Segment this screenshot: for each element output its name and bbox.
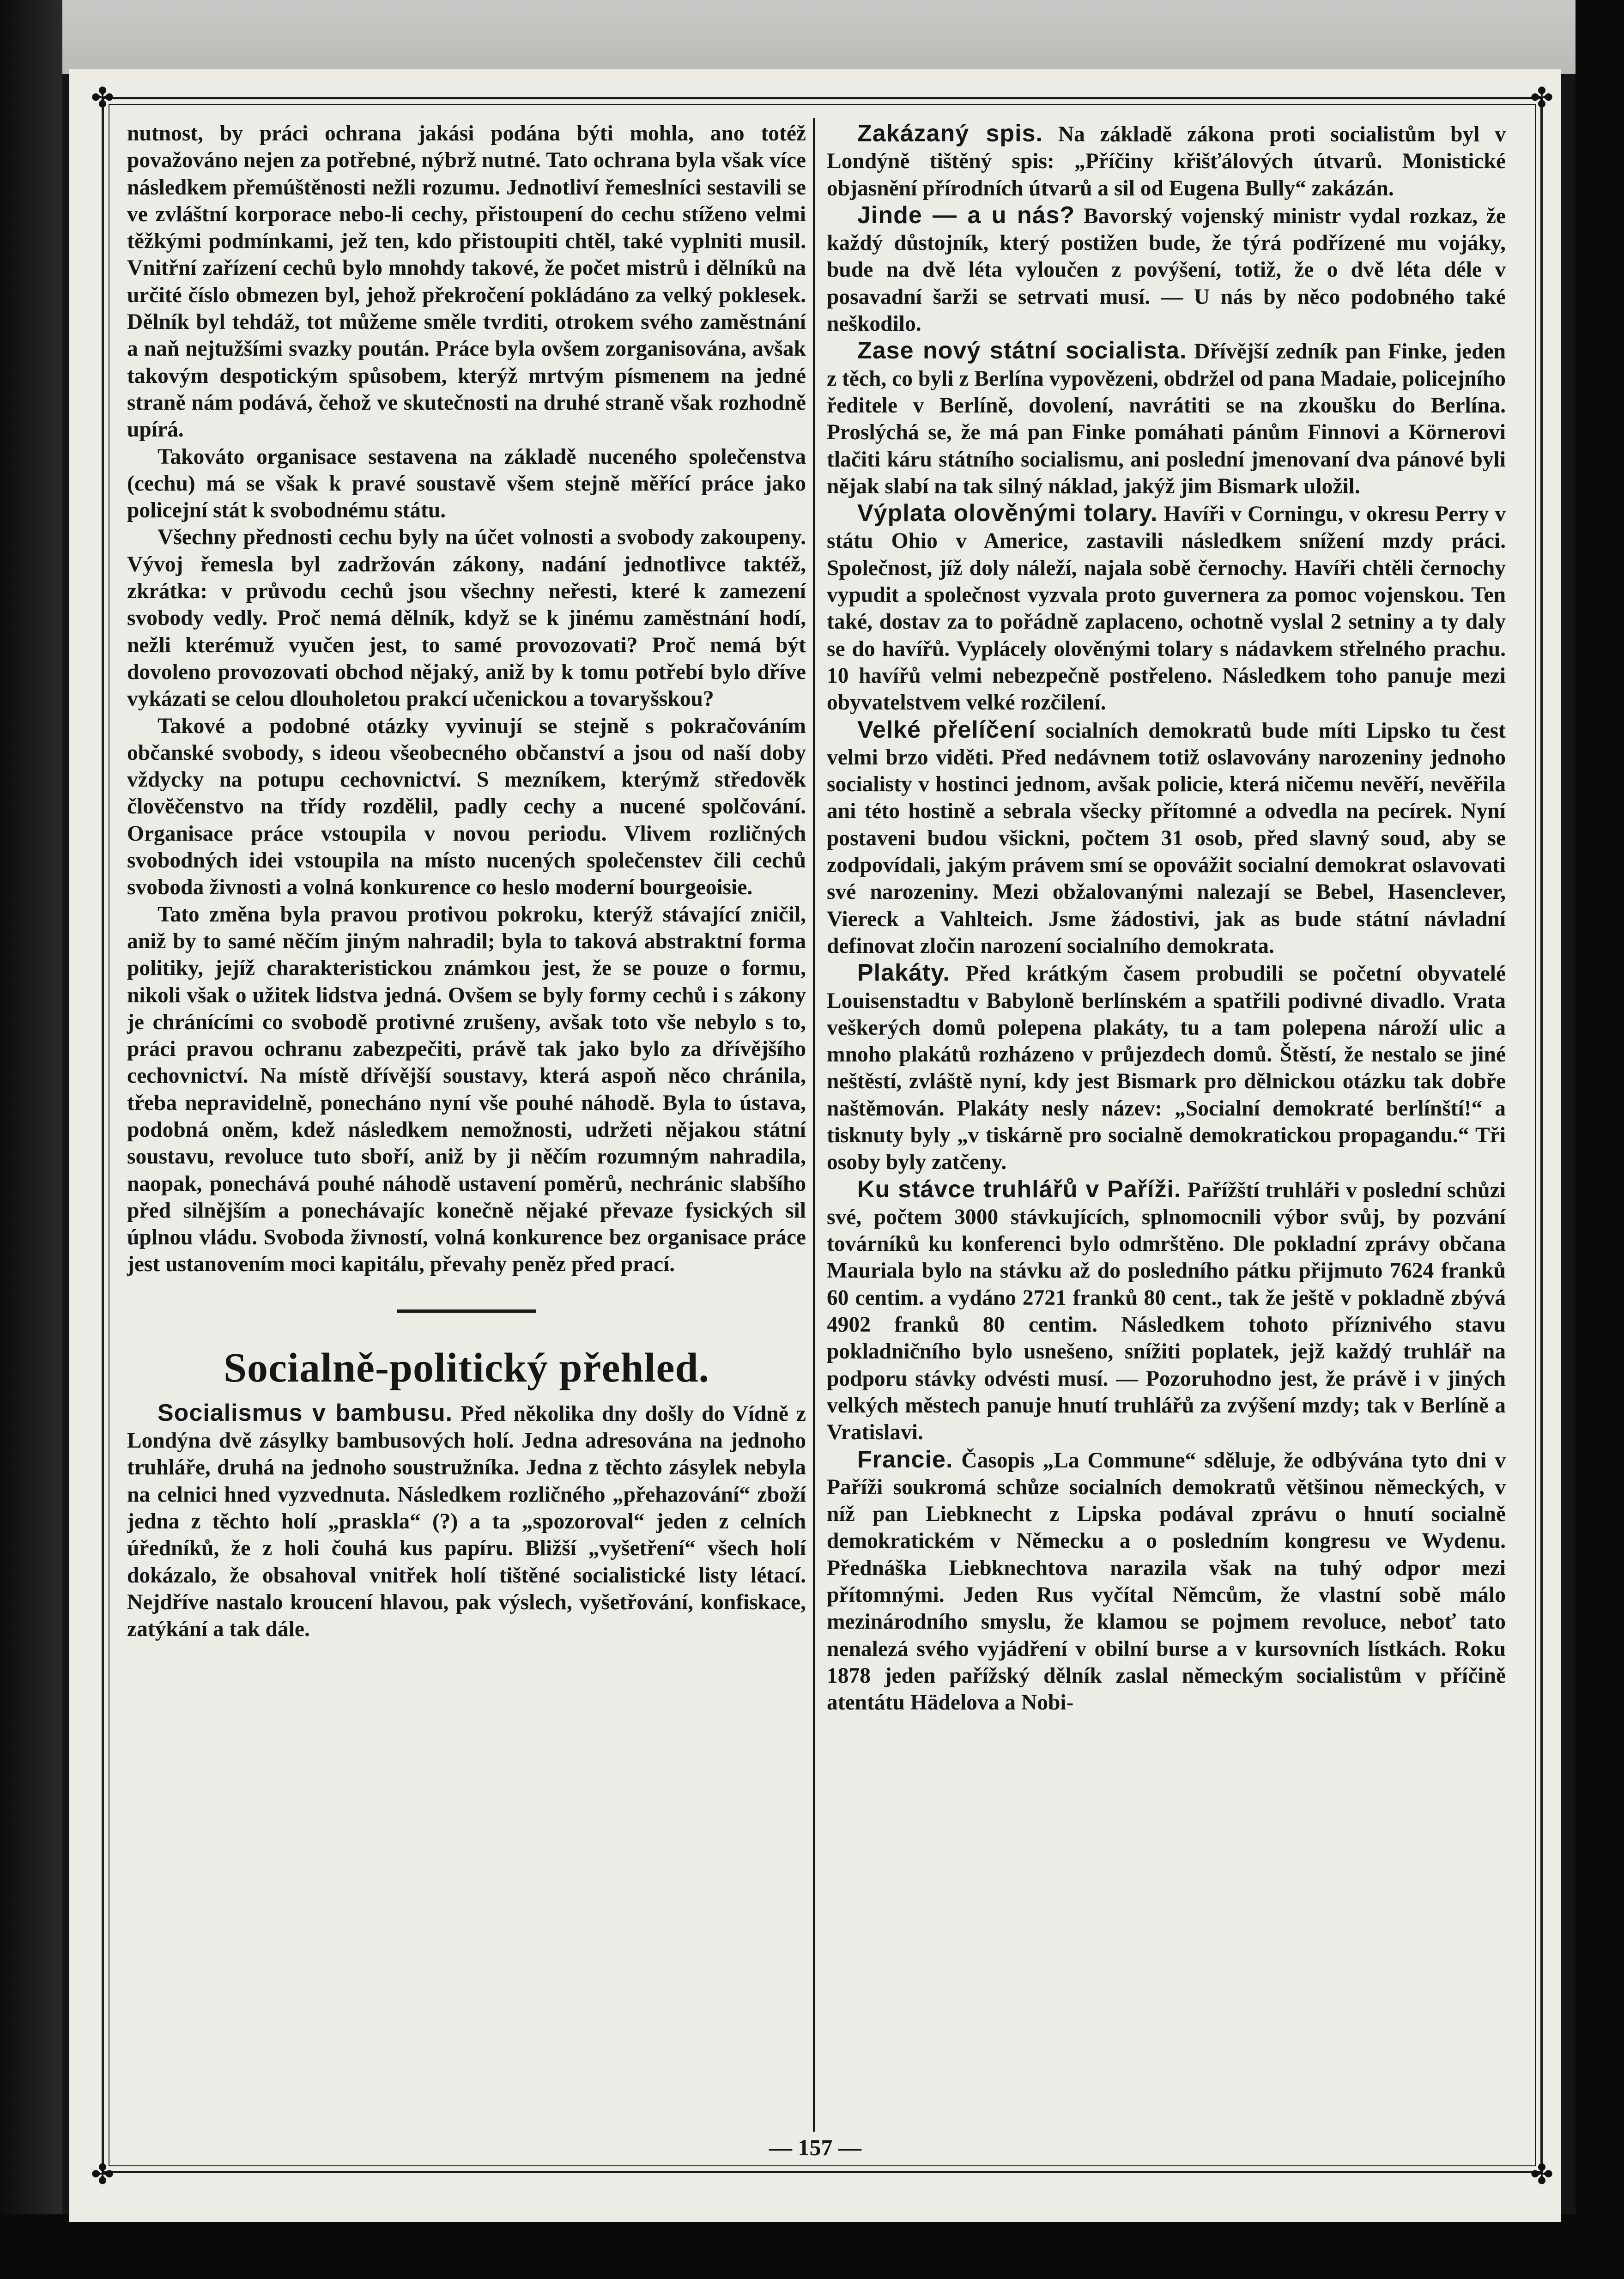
section-rule [397,1309,536,1313]
scan-edge-left [0,0,62,2279]
news-item [827,120,1506,202]
article-paragraph: Všechny přednosti cechu byly na účet volnosti a svobody zakoupeny. Vývoj řemesla byl zadržován zákony, nadání jednotlivce taktéž, zkrátka: v průvodu cechů jsou všechny neřesti, které k zamezení svobody vedly. Proč nemá dělník, když se k jinému zaměstnání hodí, nežli kterémuž vyučen jest, to samé provozovati? Proč nemá být dovoleno provozovati obchod nějaký, aniž by k tomu potřebí bylo dříve vykázati se celou dlouholetou prakcí učenickou a tovaryšskou? [127,525,806,711]
scan-edge-top [0,0,1624,74]
page-number: — 157 — [769,2134,861,2160]
news-item-heading: Francie. [857,1446,953,1473]
news-item-heading: Socialismus v bambusu. [158,1399,453,1426]
news-item-text: Pařížští truhláři v poslední schůzi své, počtem 3000 stávkujících, splnomocnili výbor svůj, by pozvání továrníků ku konferenci bylo odmrštěno. Dle pokladní zprávy občana Mauriala bylo na stávku až do posledního pátku přijmuto 7624 franků 60 centim. a vydáno 2721 franků 80 cent., tak že ještě v pokladně zbývá 4902 franků 80 centim. Následkem tohoto příznivého stavu pokladničního bylo usnešeno, snížiti poplatek, jejž každý truhlář na podporu stávky odvésti musí. — Pozoruhodno jest, že právě i v jiných velkých městech panuje hnutí truhlářů za zvýšení mzdy; tak v Berlíně a Vratislavi. [827,1178,1506,1445]
news-item-heading: Zase nový státní socialista. [857,337,1187,364]
newspaper-page [69,69,1561,2222]
news-item-heading: Velké přelíčení [857,716,1036,743]
news-item [827,716,1506,960]
news-item-text: Před několika dny došly do Vídně z Londýna dvě zásylky bambusových holí. Jedna adresována na jednoho truhláře, druhá na jednoho soustružníka. Jedna z těchto zásylek nebyla na celnici hned vyzvednuta. Následkem rozličného „přehazování“ zboží jedna z těchto holí „praskla“ (?) a ta „spozoroval“ jeden z celních úředníků, že z holi čouhá kus papíru. Bližší „vyšetření“ všech holí dokázalo, že obsahoval vnitřek holí tištěné socialistické listy létací. Nejdříve nastalo kroucení hlavou, pak výslech, vyšetřování, konfiskace, zatýkání a tak dále. [127,1401,806,1642]
news-item [827,1446,1506,1716]
news-item [827,500,1506,716]
news-item [127,1400,806,1643]
news-item [827,1176,1506,1446]
article-paragraph: Takováto organisace sestavena na základě nuceného společenstva (cechu) má se však k pravé soustavě všem stejně měřící práce jako policejní stát k svobodnému státu. [127,444,806,523]
news-item-heading: Zakázaný spis. [857,120,1043,147]
news-item-text: Časopis „La Commune“ sděluje, že odbývána tyto dni v Paříži soukromá schůze socialních demokratů většinou německých, v níž pan Liebknecht z Lipska podával zprávu o hnutí socialně demokratickém v Německu a o posledním kongresu ve Wydenu. Přednáška Liebknechtova narazila však na tuhý odpor mezi přítomnými. Jeden Rus vyčítal Němcům, že vlastní sobě málo mezinárodního smyslu, že klamou se pojmem revoluce, neboť tato nenalezá svého vyjádření v obilní burse a v kursovních lístkách. Roku 1878 jeden pařížský dělník zaslal německým socialistům v příčině atentátu Hädelova a Nobi- [827,1448,1506,1715]
corner-ornament-icon: ✤ [1530,82,1554,114]
news-item-text: Před krátkým časem probudili se početní obyvatelé Louisenstadtu v Babyloně berlínském a spatřili podivné divadlo. Vrata veškerých domů polepena plakáty, tu a tam polepena nároží ulic a mnoho plakátů rozházeno v průjezdech domů. Štěstí, že nestalo se jiné neštěstí, zvláště nyní, kdy jest Bismark pro dělnickou otázku tak dobře naštěmován. Plakáty nesly název: „Socialní demokraté berlínští!“ a tisknuty byly „v tiskárně pro socialně demokratickou propagandu.“ Tři osoby byly zatčeny. [827,962,1506,1175]
news-item-text: Na základě zákona proti socialistům byl v Londýně tištěný spis: „Příčiny křišťálových útvarů. Monistické objasnění přírodních útvarů a sil od Eugena Bully“ zakázán. [827,122,1506,200]
news-item-heading: Ku stávce truhlářů v Paříži. [857,1176,1182,1203]
column-divider [813,118,815,2132]
right-column [827,120,1506,1716]
news-item [827,202,1506,337]
news-item-heading: Plakáty. [857,959,950,987]
news-item [827,959,1506,1176]
news-item-text: Bavorský vojenský ministr vydal rozkaz, že každý důstojník, který postižen bude, že týrá podřízené mu vojáky, bude na dvě léta vyloučen z povýšení, totiž, že o dvě léta déle v posavadní šarži se setrvati musí. — U nás by něco podobného také neškodilo. [827,204,1506,336]
corner-ornament-icon: ✤ [91,2158,115,2191]
news-item-text: Havíři v Corningu, v okresu Perry v státu Ohio v Americe, zastavili následkem snížení mzdy práci. Společnost, jíž doly náleží, najala sobě černochy. Havíři chtěli černochy vypudit a společnost vyzvala proto guvernera za pomoc vojenskou. Ten také, dostav za to pořádně zaplaceno, ochotně vyslal 2 setniny a ty daly se do havířů. Vyplácely olověnými tolary s nádavkem střelného prachu. 10 havířů velmi nebezpečně postřeleno. Následkem toho panuje mezi obyvatelstvem velké rozčilení. [827,502,1506,715]
news-item-heading: Výplata olověnými tolary. [857,500,1158,527]
news-item-text: socialních demokratů bude míti Lipsko tu čest velmi brzo viděti. Před nedávnem totiž oslavovány narozeniny jednoho socialisty v hostinci jednom, avšak policie, která ničemu nevěří, nevěřila ani této hostině a sebrala všecky přítomné a odvedla na pecírek. Nyní postaveni budou všickni, počtem 31 osob, před slavný soud, aby se zodpovídali, jakým právem smí se opovážit socialní demokrat oslavovati své narozeniny. Mezi obžalovanými nalezají se Bebel, Hasenclever, Viereck a Vahlteich. Jsme žádostivi, jak as bude státní návladní definovat zločin narození socialního demokrata. [827,718,1506,958]
article-paragraph: nutnost, by práci ochrana jakási podána býti mohla, ano totéž považováno nejen za potřebné, nýbrž nutné. Tato ochrana byla však více následkem přemúštěnosti nežli rozumu. Jednotliví řemeslníci sestavili se ve zvláštní korporace nebo-li cechy, přistoupení do cechu stíženo velmi těžkými podmínkami, jež ten, kdo přistoupiti chtěl, také vyplniti musil. Vnitřní zařízení cechů bylo mnohdy takové, že počet mistrů i dělníků na určité číslo obmezen byl, jehož překročení pokládáno za velký poklesek. Dělník byl tehdáž, tot můžeme směle tvrditi, otrokem svého zaměstnání a naň nejtužšími svazky poután. Práce byla ovšem zorganisována, avšak takovým despotickým spůsobem, kterýž mrtvým písmenem na jedné straně nám podává, čehož ve skutečnosti na druhé straně však rozhodně upírá. [127,121,806,442]
news-item-heading: Jinde — a u nás? [857,201,1075,229]
article-paragraph: Takové a podobné otázky vyvinují se stejně s pokračováním občanské svobody, s ideou všeobecného občanství a jsou od naší doby vždycky na potupu cechovnictví. S mezníkem, kterýmž středověk človĕčenstvo na třídy rozdělil, padly cechy a nucené spolčování. Organisace práce vstoupila v novou periodu. Vlivem rozličných svobodných idei vstoupila na místo nucených společenstev čili cechů svoboda živnosti a volná konkurence co heslo moderní bourgeoisie. [127,714,806,900]
corner-ornament-icon: ✤ [1530,2158,1554,2191]
scan-edge-bottom [0,2214,1624,2279]
news-item [827,337,1506,500]
left-column [127,120,806,1643]
article-paragraph: Tato změna byla pravou protivou pokroku, kterýž stávající zničil, aniž by to samé něčím jiným nahradil; byla to taková abstraktní forma politiky, jejíž charakteristickou známkou jest, že se pouze o formu, nikoli však o užitek lidstva jedná. Ovšem se byly formy cechů i s zákony je chránícími co svobodě protivné zrušeny, avšak toto vše nebylo s to, práci pravou ochranu zabezpečiti, právě tak jako bylo za dřívějšího cechovnictví. Na místě dřívější soustavy, která aspoň něco chránila, třeba nepravidelně, ponecháno nyní vše pouhé náhodě. Byla to ústava, podobná oněm, kdež následkem nemožnosti, udržeti nějakou státní soustavu, revoluce tuto sboří, aniž by ji něčím rozumným nahradila, naopak, ponechává pouhé náhodě ustavení poměrů, nechránic slabšího před silnějším a ponechávajíc konečně nějaké převaze fysických sil úplnou vládu. Svoboda živností, volná konkurence bez organisace práce jest ustanovením moci kapitálu, převahy peněz před prací. [127,902,806,1277]
scan-edge-right [1576,0,1624,2279]
news-item-text: Dřívější zedník pan Finke, jeden z těch, co byli z Berlína vypovězeni, obdržel od pana Madaie, policejního ředitele v Berlíně, dovolení, navrátiti se na zkoušku do Berlína. Proslýchá se, že má pan Finke pomáhati pánům Finnovi a Körnerovi tlačiti káru státního socialismu, ani poslední jmenovaní dva pánové byli nějak slabí na tak silný náklad, jakýž jim Bismark uložil. [827,339,1506,498]
corner-ornament-icon: ✤ [91,82,115,114]
section-title: Socialně-politický přehled. [223,1345,710,1391]
